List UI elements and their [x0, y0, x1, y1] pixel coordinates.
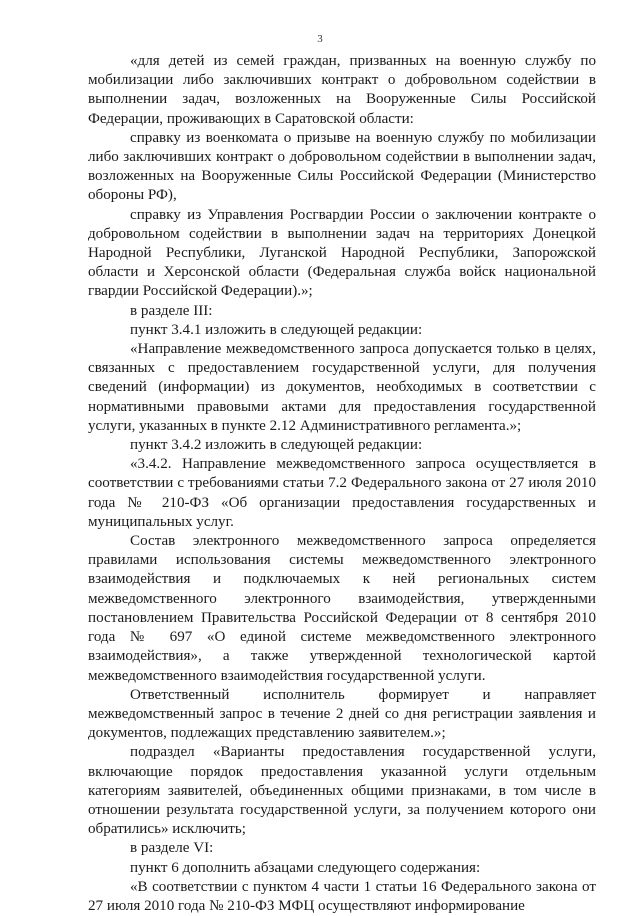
paragraph: Состав электронного межведомственного запроса определяется правилами использования системы межведомственного электронного взаимодействия и подключаемых к ней региональных систем межведомственного электронного взаимодействия, утвержденными постановлением Правительства Российской Федерации от 8 сентября 2010 года № 697 «О единой системе межведомственного электронного взаимодействия», а также утвержденной технологической картой межведомственного взаимодействия государственной услуги. [88, 533, 596, 684]
paragraph: «Направление межведомственного запроса допускается только в целях, связанных с предоставлением государственной услуги, для получения сведений (информации) из документов, необходимых в соответствии с нормативными правовыми актами для предоставления государственной услуги, указанных в пункте 2.12 Административного регламента.»; [88, 341, 596, 434]
paragraph: справку из военкомата о призыве на военную службу по мобилизации либо заключивших контракт о добровольном содействии в выполнении задач, возложенных на Вооруженные Силы Российской Федерации (Министерство обороны РФ), [88, 129, 596, 204]
paragraph: «В соответствии с пунктом 4 части 1 статьи 16 Федерального закона от 27 июля 2010 года № 210-ФЗ МФЦ осуществляют информирование [88, 878, 596, 914]
paragraph: подраздел «Варианты предоставления государственной услуги, включающие порядок предоставления указанной услуги отдельным категориям заявителей, объединенных общими признаками, в том числе в отношении результата государственной услуги, за получением которого они обратились» исключить; [88, 744, 596, 838]
paragraph: пункт 3.4.2 изложить в следующей редакции: [130, 437, 423, 454]
paragraph: справку из Управления Росгвардии России о заключении контракте о добровольном содействии в выполнении задач на территориях Донецкой Народной Республики, Луганской Народной Республики, Запорожской области и Херсонской области (Федеральная служба войск национальной гвардии Российской Федерации).»; [88, 206, 596, 300]
paragraph: в разделе VI: [130, 840, 214, 857]
paragraph: пункт 3.4.1 изложить в следующей редакции: [130, 321, 423, 338]
document-body [88, 52, 596, 916]
paragraph: Ответственный исполнитель формирует и направляет межведомственный запрос в течение 2 дней со дня регистрации заявления и документов, подлежащих представлению заявителем.»; [88, 686, 596, 742]
paragraph: пункт 6 дополнить абзацами следующего содержания: [130, 859, 481, 876]
page-number: 3 [317, 33, 323, 45]
paragraph: в разделе III: [130, 302, 213, 319]
paragraph: «3.4.2. Направление межведомственного запроса осуществляется в соответствии с требованиями статьи 7.2 Федерального закона от 27 июля 2010 года № 210-ФЗ «Об организации предоставления государственных и муниципальных услуг. [88, 456, 596, 530]
paragraph: «для детей из семей граждан, призванных на военную службу по мобилизации либо заключивших контракт о добровольном содействии в выполнении задач, возложенных на Вооруженные Силы Российской Федерации, проживающих в Саратовской области: [88, 53, 596, 127]
